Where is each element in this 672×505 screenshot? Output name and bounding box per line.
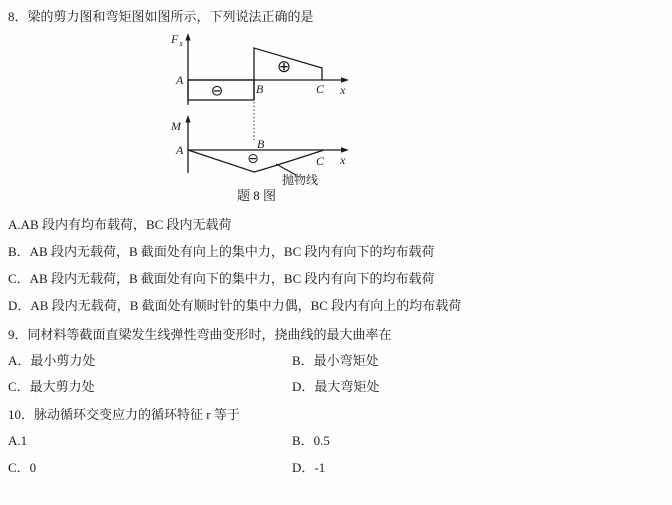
q8-option-c: C．AB 段内无载荷，B 截面处有向下的集中力，BC 段内有向下的均布载荷 [8,271,435,286]
shear-point-a-label: A [176,73,184,87]
parabola-label: 抛物线 [282,173,319,187]
question-10-text: 10．脉动循环交变应力的循环特征 r 等于 [8,407,240,422]
moment-point-c-label: C [316,154,325,168]
moment-point-a-label: A [176,143,184,157]
shear-axis-label-subscript: s [179,38,183,48]
shear-point-b-label: B [256,82,264,96]
q9-option-a: A．最小剪力处 [8,353,96,368]
moment-axis-label: M [171,119,181,133]
shear-x-axis-label: x [340,83,346,97]
q10-option-a: A.1 [8,433,28,448]
moment-point-b-label: B [257,137,265,151]
circled-minus-icon: ⊖ [247,151,259,167]
moment-x-axis-label: x [340,153,346,167]
shear-point-c-label: C [316,82,325,96]
shear-axis-label: F [171,32,179,46]
q8-option-a: A.AB 段内有均布载荷，BC 段内无载荷 [8,217,232,232]
circled-plus-icon: ⊕ [276,57,292,77]
question-9-text: 9．同材料等截面直梁发生线弹性弯曲变形时，挠曲线的最大曲率在 [8,327,392,342]
q9-option-c: C．最大剪力处 [8,379,95,394]
shear-y-axis-arrow-icon [185,33,190,41]
q10-option-b: B．0.5 [292,433,330,448]
q9-option-b: B．最小弯矩处 [292,353,379,368]
moment-y-axis-arrow-icon [185,115,190,123]
q10-option-d: D．-1 [292,460,326,475]
question-8-text: 8．梁的剪力图和弯矩图如图所示，下列说法正确的是 [8,9,314,24]
circled-minus-icon: ⊖ [210,81,224,100]
moment-x-axis-arrow-icon [341,147,349,153]
shear-force-diagram [170,32,349,140]
q8-beam-diagrams-figure [160,30,360,212]
bending-moment-diagram [170,115,349,187]
figure-caption: 题 8 图 [237,188,277,203]
q8-option-b: B．AB 段内无载荷，B 截面处有向上的集中力，BC 段内有向下的均布载荷 [8,244,435,259]
shear-x-axis-arrow-icon [341,77,349,83]
q8-option-d: D．AB 段内无载荷，B 截面处有顺时针的集中力偶，BC 段内有向上的均布载荷 [8,298,462,313]
q10-option-c: C．0 [8,460,37,475]
q9-option-d: D．最大弯矩处 [292,379,380,394]
